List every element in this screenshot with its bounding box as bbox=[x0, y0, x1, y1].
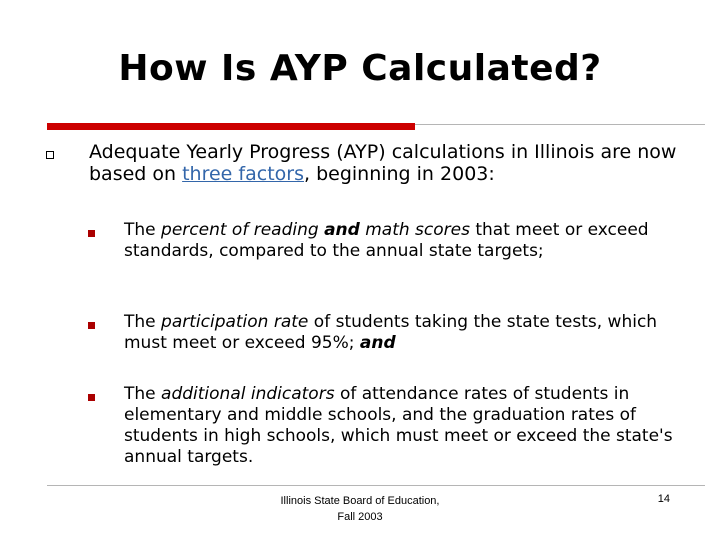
factor-emphasis: additional indicators bbox=[161, 384, 335, 404]
factor-emphasis: math scores bbox=[359, 220, 470, 240]
factor-emphasis: participation rate bbox=[161, 312, 309, 332]
footer-divider-line bbox=[47, 485, 705, 486]
intro-paragraph bbox=[89, 141, 689, 185]
factor-text: that meet or exceed standards, compared to the annual state targets; bbox=[124, 220, 649, 261]
factor-text: The bbox=[124, 384, 162, 404]
footer-line-1: Illinois State Board of Education, bbox=[280, 495, 440, 507]
factor-text: The bbox=[124, 220, 162, 240]
page-number: 14 bbox=[657, 493, 670, 505]
factor-item-participation bbox=[124, 312, 684, 354]
factor-emphasis: percent of reading bbox=[161, 220, 325, 240]
red-square-bullet-icon bbox=[88, 322, 95, 329]
red-square-bullet-icon bbox=[88, 230, 95, 237]
red-square-bullet-icon bbox=[88, 394, 95, 401]
factor-text: of students taking the state tests, which must meet or exceed 95%; bbox=[124, 312, 658, 353]
factor-item-additional-indicators bbox=[124, 384, 684, 468]
title-accent-bar bbox=[47, 123, 415, 130]
footer-line-2: Fall 2003 bbox=[337, 511, 383, 523]
slide-title: How Is AYP Calculated? bbox=[118, 48, 602, 89]
factor-bold-emphasis: and bbox=[324, 220, 360, 240]
factor-text: of attendance rates of students in elementary and middle schools, and the graduation rates of students in high schools, which must meet or exceed the state's annual targets. bbox=[124, 384, 673, 467]
intro-text: Adequate Yearly Progress (AYP) calculations in Illinois are now based on bbox=[89, 141, 677, 185]
factor-text: The bbox=[124, 312, 162, 332]
factor-bold-emphasis: and bbox=[359, 333, 396, 353]
factor-item-reading-math bbox=[124, 220, 684, 262]
intro-text-end: , beginning in 2003: bbox=[303, 163, 495, 185]
footer-source bbox=[240, 493, 480, 525]
hollow-square-bullet-icon bbox=[46, 151, 54, 159]
three-factors-link[interactable]: three factors bbox=[182, 163, 304, 185]
